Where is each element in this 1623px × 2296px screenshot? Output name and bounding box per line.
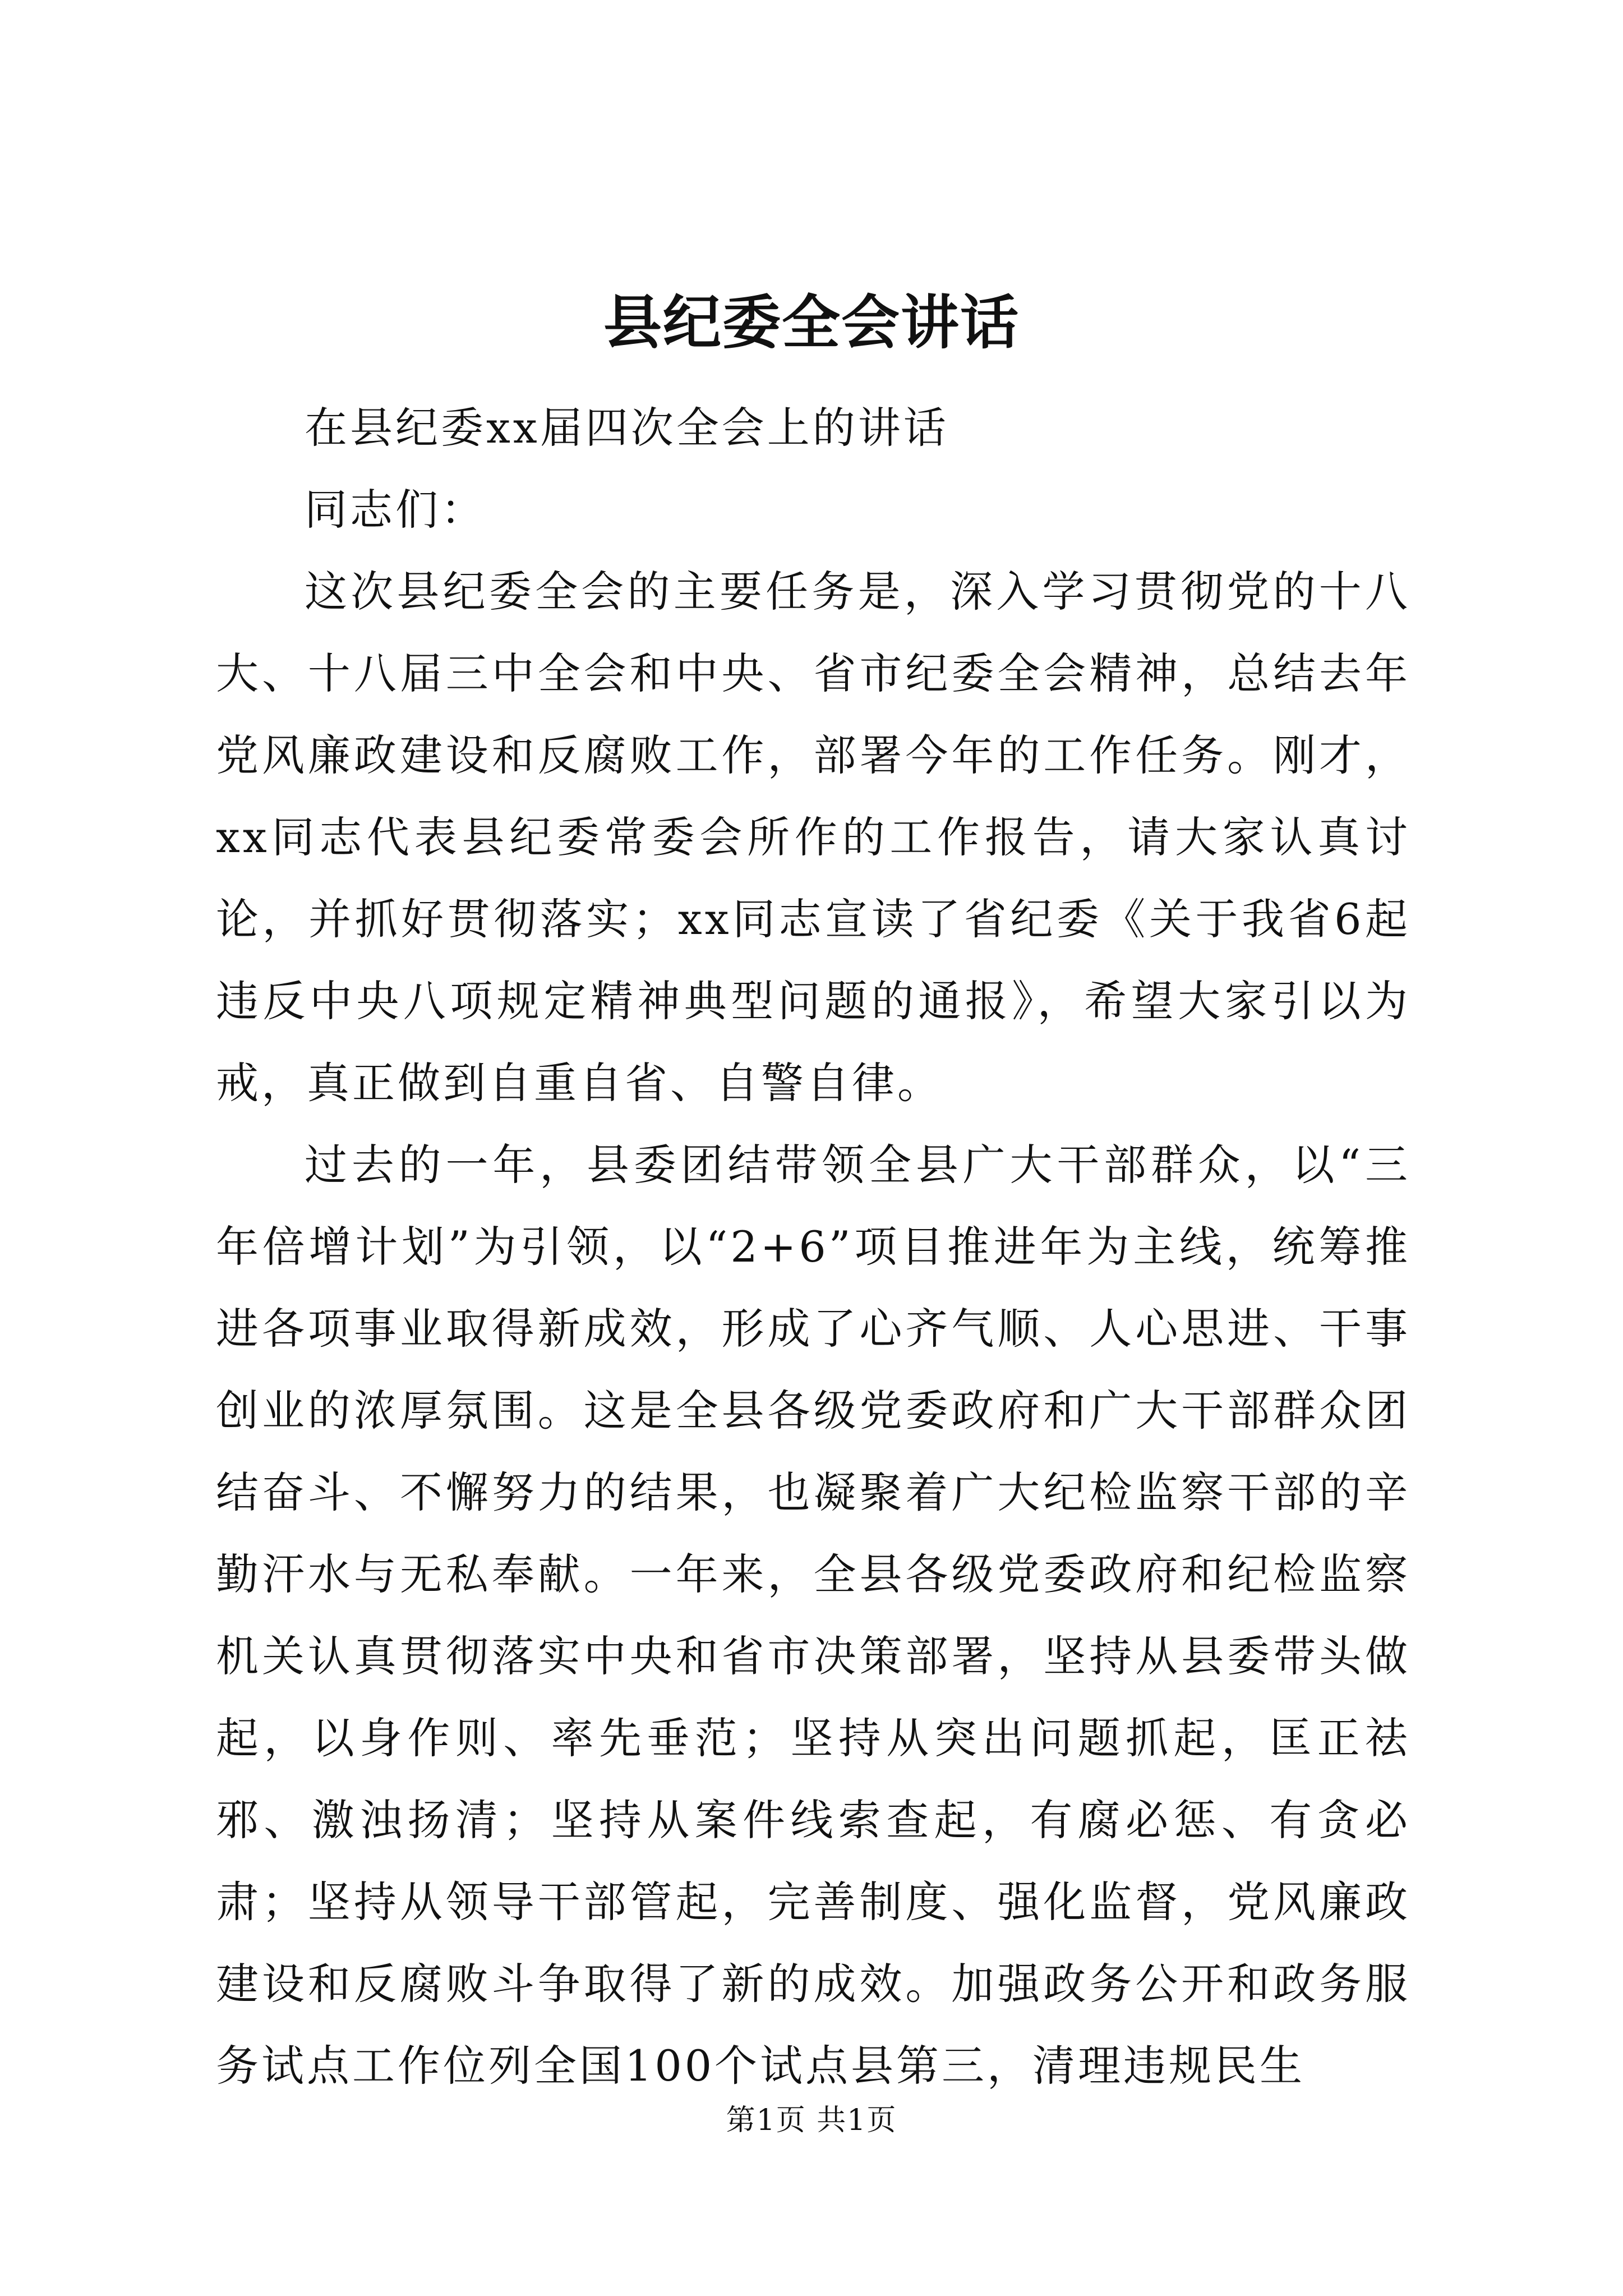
document-title: 县纪委全会讲话	[603, 288, 1020, 357]
salutation: 同志们：	[305, 485, 486, 535]
document-body	[216, 387, 1410, 2107]
page-number-footer: 第1页 共1页	[726, 2104, 897, 2137]
body-paragraph: 这次县纪委全会的主要任务是，深入学习贯彻党的十八大、十八届三中全会和中央、省市纪委全会精神，总结去年党风廉政建设和反腐败工作，部署今年的工作任务。刚才，xx同志代表县纪委常委会所作的工作报告，请大家认真讨论，并抓好贯彻落实；xx同志宣读了省纪委《关于我省6起违反中央八项规定精神典型问题的通报》，希望大家引以为戒，真正做到自重自省、自警自律。	[216, 567, 1410, 1108]
body-paragraph: 过去的一年，县委团结带领全县广大干部群众，以“三年倍增计划”为引领，以“2+6”项目推进年为主线，统筹推进各项事业取得新成效，形成了心齐气顺、人心思进、干事创业的浓厚氛围。这是全县各级党委政府和广大干部群众团结奋斗、不懈努力的结果，也凝聚着广大纪检监察干部的辛勤汗水与无私奉献。一年来，全县各级党委政府和纪检监察机关认真贯彻落实中央和省市决策部署，坚持从县委带头做起，以身作则、率先垂范；坚持从突出问题抓起，匡正祛邪、激浊扬清；坚持从案件线索查起，有腐必惩、有贪必肃；坚持从领导干部管起，完善制度、强化监督，党风廉政建设和反腐败斗争取得了新的成效。加强政务公开和政务服务试点工作位列全国100个试点县第三，清理违规民生	[216, 1140, 1410, 2091]
speech-subtitle: 在县纪委xx届四次全会上的讲话	[305, 403, 949, 453]
